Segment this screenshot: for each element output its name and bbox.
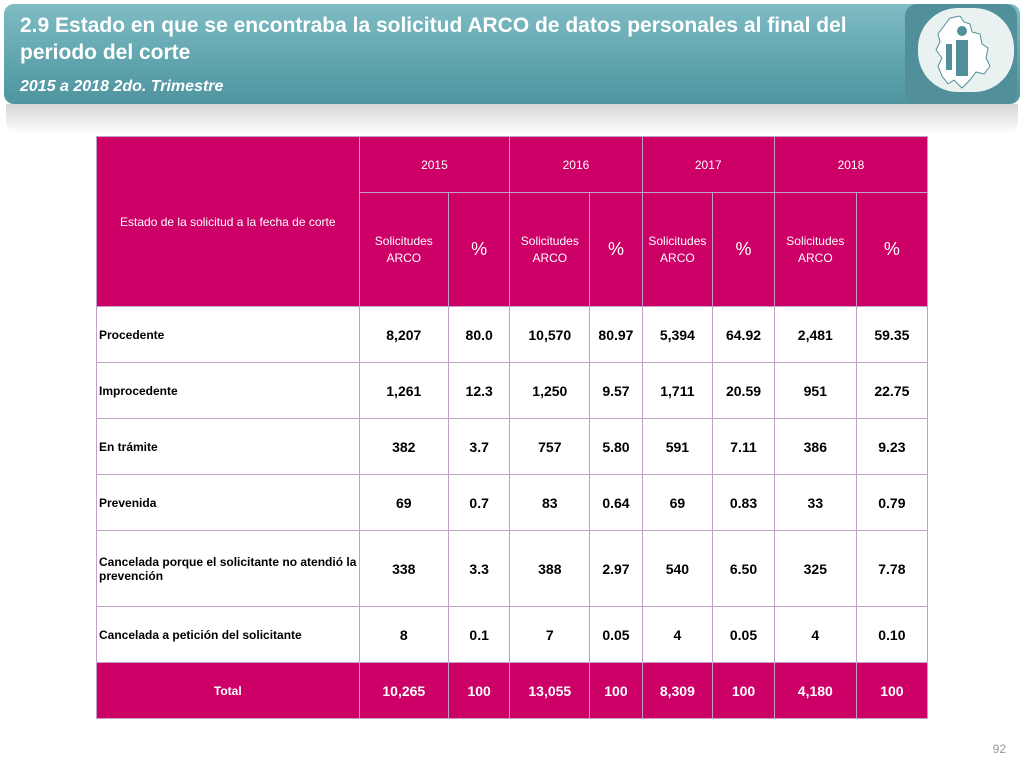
percent-cell: 59.35 bbox=[856, 307, 927, 363]
percent-cell: 0.05 bbox=[590, 607, 642, 663]
percent-cell: 80.97 bbox=[590, 307, 642, 363]
solicitudes-header: Solicitudes ARCO bbox=[510, 193, 590, 307]
table-row bbox=[97, 531, 928, 607]
percent-cell: 9.57 bbox=[590, 363, 642, 419]
solicitudes-cell: 338 bbox=[359, 531, 448, 607]
solicitudes-cell: 10,570 bbox=[510, 307, 590, 363]
solicitudes-cell: 33 bbox=[774, 475, 856, 531]
table-row bbox=[97, 475, 928, 531]
solicitudes-cell: 540 bbox=[642, 531, 713, 607]
percent-cell: 80.0 bbox=[449, 307, 510, 363]
page-title: 2.9 Estado en que se encontraba la solicitud ARCO de datos personales al final del periodo del corte bbox=[20, 14, 847, 64]
solicitudes-cell: 5,394 bbox=[642, 307, 713, 363]
percent-header: % bbox=[449, 193, 510, 307]
table-row bbox=[97, 419, 928, 475]
percent-header: % bbox=[856, 193, 927, 307]
page-number: 92 bbox=[992, 742, 1006, 756]
solicitudes-header: Solicitudes ARCO bbox=[774, 193, 856, 307]
percent-cell: 0.10 bbox=[856, 607, 927, 663]
year-header: 2018 bbox=[774, 137, 927, 193]
percent-cell: 22.75 bbox=[856, 363, 927, 419]
percent-cell: 6.50 bbox=[713, 531, 775, 607]
row-header-cell: Estado de la solicitud a la fecha de corte bbox=[97, 137, 360, 307]
solicitudes-cell: 757 bbox=[510, 419, 590, 475]
percent-cell: 3.7 bbox=[449, 419, 510, 475]
row-label: Improcedente bbox=[97, 363, 360, 419]
percent-header: % bbox=[590, 193, 642, 307]
percent-cell: 9.23 bbox=[856, 419, 927, 475]
percent-cell: 0.05 bbox=[713, 607, 775, 663]
percent-cell: 64.92 bbox=[713, 307, 775, 363]
row-label: En trámite bbox=[97, 419, 360, 475]
year-header: 2015 bbox=[359, 137, 510, 193]
solicitudes-header: Solicitudes ARCO bbox=[359, 193, 448, 307]
solicitudes-cell: 69 bbox=[642, 475, 713, 531]
percent-cell: 0.7 bbox=[449, 475, 510, 531]
banner-shadow bbox=[6, 104, 1018, 134]
table-row bbox=[97, 307, 928, 363]
solicitudes-cell: 325 bbox=[774, 531, 856, 607]
solicitudes-cell: 83 bbox=[510, 475, 590, 531]
solicitudes-cell: 4,180 bbox=[774, 663, 856, 719]
solicitudes-cell: 69 bbox=[359, 475, 448, 531]
row-label: Cancelada porque el solicitante no atendió la prevención bbox=[97, 531, 360, 607]
cdmx-map-info-icon bbox=[930, 14, 994, 90]
solicitudes-cell: 951 bbox=[774, 363, 856, 419]
solicitudes-cell: 4 bbox=[774, 607, 856, 663]
percent-cell: 0.79 bbox=[856, 475, 927, 531]
percent-cell: 0.64 bbox=[590, 475, 642, 531]
percent-cell: 0.83 bbox=[713, 475, 775, 531]
solicitudes-cell: 13,055 bbox=[510, 663, 590, 719]
year-header: 2017 bbox=[642, 137, 774, 193]
percent-cell: 100 bbox=[449, 663, 510, 719]
solicitudes-cell: 388 bbox=[510, 531, 590, 607]
percent-cell: 100 bbox=[713, 663, 775, 719]
row-label: Total bbox=[97, 663, 360, 719]
solicitudes-cell: 1,711 bbox=[642, 363, 713, 419]
page-subtitle: 2015 a 2018 2do. Trimestre bbox=[20, 78, 224, 95]
percent-header: % bbox=[713, 193, 775, 307]
percent-cell: 100 bbox=[856, 663, 927, 719]
percent-cell: 20.59 bbox=[713, 363, 775, 419]
arco-status-table bbox=[96, 136, 928, 719]
solicitudes-cell: 7 bbox=[510, 607, 590, 663]
row-label: Procedente bbox=[97, 307, 360, 363]
percent-cell: 5.80 bbox=[590, 419, 642, 475]
percent-cell: 12.3 bbox=[449, 363, 510, 419]
solicitudes-cell: 2,481 bbox=[774, 307, 856, 363]
year-header: 2016 bbox=[510, 137, 642, 193]
percent-cell: 7.78 bbox=[856, 531, 927, 607]
solicitudes-cell: 8,207 bbox=[359, 307, 448, 363]
percent-cell: 3.3 bbox=[449, 531, 510, 607]
solicitudes-cell: 4 bbox=[642, 607, 713, 663]
percent-cell: 2.97 bbox=[590, 531, 642, 607]
row-label: Cancelada a petición del solicitante bbox=[97, 607, 360, 663]
percent-cell: 100 bbox=[590, 663, 642, 719]
total-row bbox=[97, 663, 928, 719]
solicitudes-cell: 1,250 bbox=[510, 363, 590, 419]
solicitudes-cell: 1,261 bbox=[359, 363, 448, 419]
solicitudes-cell: 10,265 bbox=[359, 663, 448, 719]
solicitudes-cell: 382 bbox=[359, 419, 448, 475]
solicitudes-cell: 591 bbox=[642, 419, 713, 475]
row-label: Prevenida bbox=[97, 475, 360, 531]
solicitudes-cell: 8,309 bbox=[642, 663, 713, 719]
table-row bbox=[97, 363, 928, 419]
solicitudes-header: Solicitudes ARCO bbox=[642, 193, 713, 307]
percent-cell: 0.1 bbox=[449, 607, 510, 663]
solicitudes-cell: 8 bbox=[359, 607, 448, 663]
percent-cell: 7.11 bbox=[713, 419, 775, 475]
table-row bbox=[97, 607, 928, 663]
solicitudes-cell: 386 bbox=[774, 419, 856, 475]
